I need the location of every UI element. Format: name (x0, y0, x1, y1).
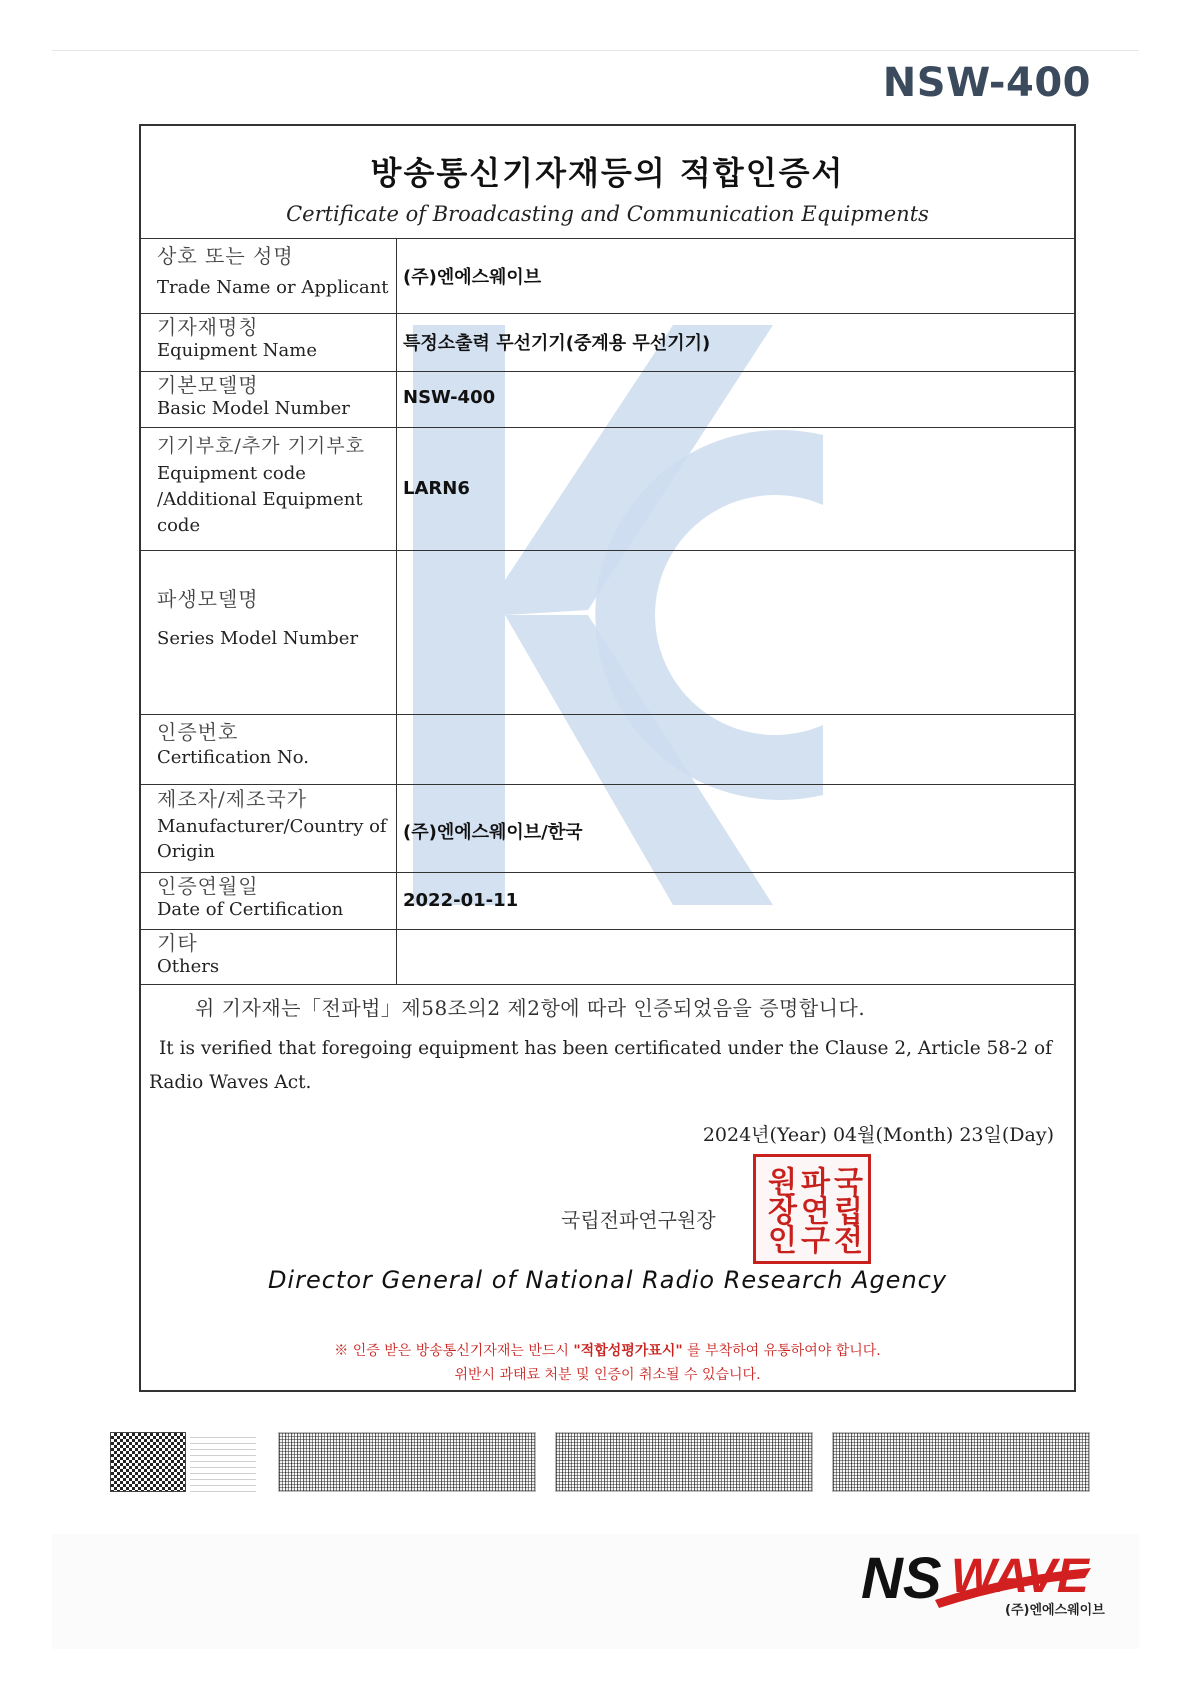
row-value: LARN6 (403, 478, 470, 499)
row-others (141, 929, 1074, 985)
row-value: (주)엔에스웨이브/한국 (403, 822, 583, 843)
label-korean: 상호 또는 성명 (157, 244, 294, 268)
row-label (141, 313, 397, 371)
label-english: Basic Model Number (157, 398, 350, 419)
label-english: Trade Name or Applicant (157, 277, 389, 298)
logo-text-ns: NS (861, 1546, 942, 1611)
logo-subtitle: (주)엔에스웨이브 (1005, 1603, 1105, 1618)
qr-caption (190, 1432, 256, 1492)
label-english: Equipment code /Additional Equipment code (157, 463, 363, 536)
top-divider (52, 50, 1139, 51)
issuer-korean: 국립전파연구원장 (561, 1208, 716, 1232)
stamp-text: 국립전파연구원장인 (761, 1165, 863, 1253)
label-english: Date of Certification (157, 899, 344, 920)
row-label (141, 714, 397, 784)
label-korean: 기기부호/추가 기기부호 (157, 435, 365, 457)
row-label (141, 238, 397, 313)
qr-code (110, 1432, 186, 1492)
label-korean: 기타 (157, 931, 198, 955)
certificate-header (141, 126, 1074, 239)
row-value (403, 550, 1074, 714)
label-english: Equipment Name (157, 340, 318, 361)
row-label (141, 872, 397, 929)
row-manufacturer (141, 784, 1074, 873)
certificate-document (139, 124, 1076, 1392)
row-label (141, 784, 397, 872)
row-label (141, 550, 397, 714)
row-value (403, 929, 1074, 984)
certificate-title-english: Certificate of Broadcasting and Communication Equipments (286, 202, 929, 226)
row-label (141, 371, 397, 427)
row-series-model (141, 550, 1074, 715)
row-value: NSW-400 (403, 387, 496, 408)
label-korean: 인증번호 (157, 720, 239, 744)
notice-text: 를 부착하여 유통하여야 합니다. (687, 1343, 881, 1359)
label-english: Manufacturer/Country of Origin (157, 816, 387, 862)
row-value: 특정소출력 무선기기(중계용 무선기기) (403, 333, 711, 354)
row-equipment-name (141, 313, 1074, 372)
declaration-english: It is verified that foregoing equipment has been certificated under the Clause 2, Article 58-2 of Radio Waves Act. (149, 1038, 1052, 1093)
row-equipment-code (141, 427, 1074, 551)
logo-text-wave: WAVE (951, 1550, 1089, 1603)
row-value (403, 714, 1074, 784)
notice-line-1 (141, 1340, 1074, 1360)
row-trade-name (141, 238, 1074, 314)
notice-text: ※ 인증 받은 방송통신기자재는 반드시 (334, 1343, 569, 1359)
label-korean: 인증연월일 (157, 874, 259, 898)
label-korean: 제조자/제조국가 (157, 787, 307, 811)
barcode-strip-3 (832, 1432, 1090, 1492)
label-korean: 기본모델명 (157, 373, 259, 397)
row-value: (주)엔에스웨이브 (403, 266, 542, 288)
row-certification-no (141, 714, 1074, 785)
label-english: Series Model Number (157, 628, 359, 649)
issuer-english: Director General of National Radio Research Agency (267, 1266, 948, 1294)
issue-date: 2024년(Year) 04월(Month) 23일(Day) (702, 1124, 1054, 1146)
barcode-strip-2 (555, 1432, 813, 1492)
row-label (141, 929, 397, 984)
declaration-korean: 위 기자재는「전파법」제58조의2 제2항에 따라 인증되었음을 증명합니다. (195, 996, 866, 1020)
ns-wave-logo (855, 1538, 1125, 1624)
label-korean: 기자재명칭 (157, 315, 259, 339)
label-english: Others (157, 956, 220, 977)
row-label (141, 427, 397, 550)
row-date-of-certification (141, 872, 1074, 930)
row-value: 2022-01-11 (403, 890, 519, 911)
label-korean: 파생모델명 (157, 587, 259, 611)
label-english: Certification No. (157, 747, 309, 768)
official-seal-stamp (753, 1154, 871, 1264)
page-title: NSW-400 (882, 60, 1091, 106)
barcode-strip-1 (278, 1432, 536, 1492)
row-basic-model (141, 371, 1074, 428)
certificate-title-korean: 방송통신기자재등의 적합인증서 (370, 154, 845, 192)
notice-emphasis: "적합성평가표시" (573, 1343, 683, 1359)
notice-line-2: 위반시 과태료 처분 및 인증이 취소될 수 있습니다. (454, 1367, 761, 1383)
